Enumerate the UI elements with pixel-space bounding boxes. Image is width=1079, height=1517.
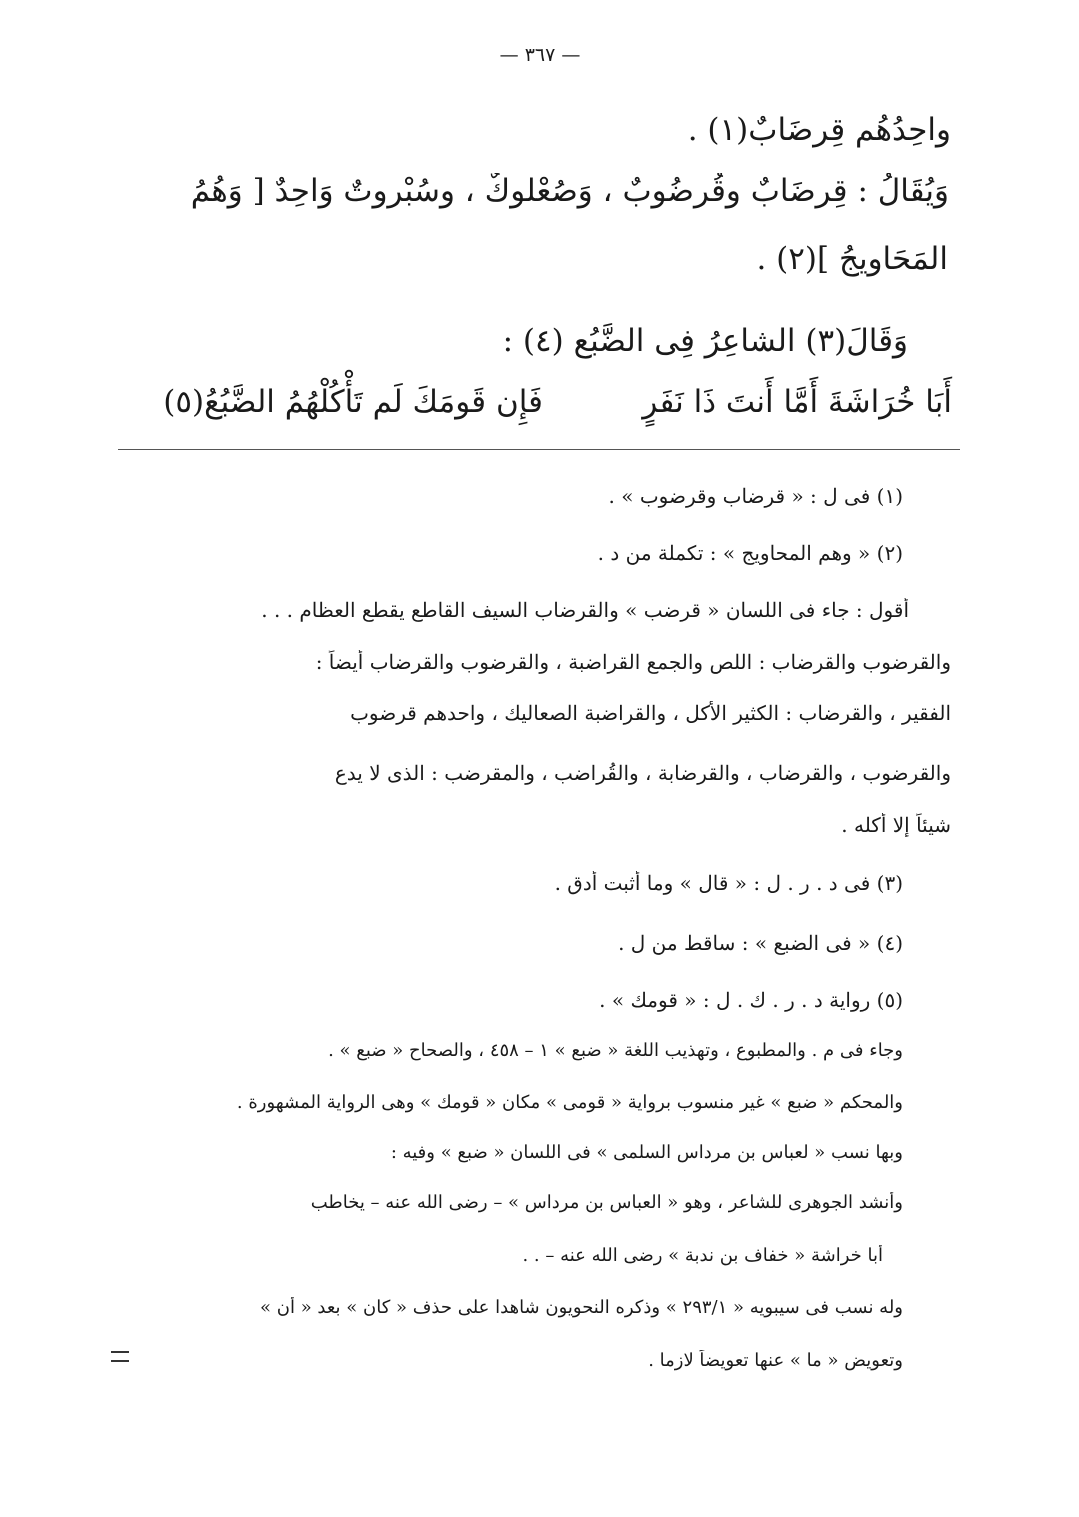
footnote-line: وبها نسب « لعباس بن مرداس السلمى » فى اللسان « ضبع » وفيه :: [390, 1142, 903, 1163]
footnote-line: الفقير ، والقرضاب : الكثير الأكل ، والقراضبة الصعاليك ، واحدهم قرضوب: [350, 701, 951, 725]
footnote-line: وله نسب فى سيبويه « ٢٩٣/١ » وذكره النحويون شاهدا على حذف « كان » بعد « أن »: [260, 1297, 903, 1318]
footnote-line: (١) فى ل : « قرضاب وقرضوب » .: [608, 484, 903, 508]
footnote-line: أقول : جاء فى اللسان « قرضب » والقرضاب السيف القاطع يقطع العظام . . .: [261, 598, 909, 622]
footnote-line: (٤) « فى الضبع » : ساقط من ل .: [618, 931, 903, 955]
main-text-line: المَحَاوِيجُ ](٢) .: [756, 241, 948, 277]
page-number: — ٣٦٧ —: [499, 44, 581, 66]
verse-first-hemistich: أَبَا خُرَاشَةَ أَمَّا أَنتَ ذَا نَفَرٍ: [642, 384, 952, 420]
footnote-line: وتعويض « ما » عنها تعويضاً لازما .: [648, 1350, 903, 1371]
main-text-line: واحِدُهُم قِرضَابٌ(١) .: [687, 112, 951, 148]
verse-second-hemistich: فَإِن قَومَكَ لَم تَأْكُلْهُمُ الضَّبُعُ(٥): [163, 384, 543, 420]
footnote-line: والمحكم « ضبع » غير منسوب برواية « قومى » مكان « قومك » وهى الرواية المشهورة .: [236, 1092, 903, 1113]
footnote-line: والقرضوب ، والقرضاب ، والقرضابة ، والقُراضب ، والمقرضب : الذى لا يدع: [334, 761, 951, 785]
footnote-line: (٢) « وهم المحاويج » : تكملة من د .: [597, 541, 903, 565]
footnote-line: وأنشد الجوهرى للشاعر ، وهو « العباس بن مرداس » – رضى الله عنه – يخاطب: [310, 1192, 903, 1213]
main-text-line: وَيُقَالُ : قِرضَابٌ وقُرضُوبٌ ، وَصُعْلوكٌ ، وسُبْروتٌ وَاحِدٌ [ وَهُمُ: [190, 173, 949, 209]
footnote-divider: [118, 449, 960, 450]
footnote-line: (٣) فى د . ر . ل : « قال » وما أثبت أدق .: [554, 871, 903, 895]
continuation-mark: [111, 1351, 129, 1362]
main-text-line: وَقَالَ(٣) الشاعِرُ فِى الضَّبُعِ (٤) :: [502, 323, 908, 359]
footnote-line: أبا خراشة « خفاف بن ندبة » رضى الله عنه – . .: [522, 1245, 883, 1266]
footnote-line: والقرضوب والقرضاب : اللص والجمع القراضبة ، والقرضوب والقرضاب أيضاً :: [315, 650, 951, 674]
footnote-line: شيئاً إلا أكله .: [841, 813, 951, 837]
footnote-line: وجاء فى م . والمطبوع ، وتهذيب اللغة « ضبع » ١ – ٤٥٨ ، والصحاح « ضبع » .: [328, 1040, 903, 1061]
footnote-line: (٥) رواية د . ر . ك . ل : « قومك » .: [599, 988, 903, 1012]
